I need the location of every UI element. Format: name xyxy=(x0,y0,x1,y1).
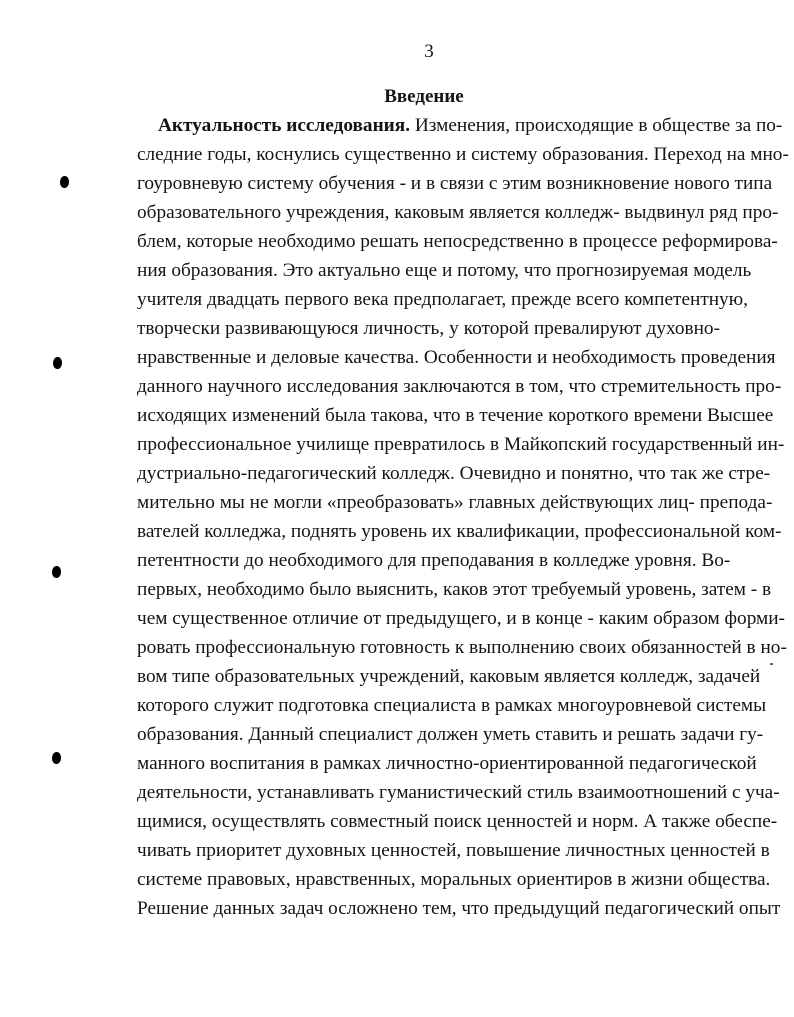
text-line: чивать приоритет духовных ценностей, повышение личностных ценностей в xyxy=(137,840,770,861)
body-text xyxy=(137,111,789,923)
text-line: ния образования. Это актуально еще и потому, что прогнозируемая модель xyxy=(137,260,752,281)
text-line: данного научного исследования заключаются в том, что стремительность про- xyxy=(137,376,782,397)
page-number: 3 xyxy=(424,41,434,62)
text-line: мительно мы не могли «преобразовать» главных действующих лиц- препода- xyxy=(137,492,773,513)
text-line: исходящих изменений была такова, что в течение короткого времени Высшее xyxy=(137,405,774,426)
section-heading: Введение xyxy=(384,86,464,107)
text-line: манного воспитания в рамках личностно-ориентированной педагогической xyxy=(137,753,757,774)
text-line: петентности до необходимого для преподавания в колледже уровня. Во- xyxy=(137,550,731,571)
binder-hole-mark xyxy=(52,566,61,578)
text-line: дустриально-педагогический колледж. Очевидно и понятно, что так же стре- xyxy=(137,463,771,484)
text-line xyxy=(137,111,783,140)
text-line: вателей колледжа, поднять уровень их квалификации, профессиональной ком- xyxy=(137,521,782,542)
text-line: первых, необходимо было выяснить, каков этот требуемый уровень, затем - в xyxy=(137,579,772,600)
text-line: деятельности, устанавливать гуманистический стиль взаимоотношений с уча- xyxy=(137,782,780,803)
text-line: следние годы, коснулись существенно и систему образования. Переход на мно- xyxy=(137,144,789,165)
text-line: чем существенное отличие от предыдущего, и в конце - каким образом форми- xyxy=(137,608,785,629)
binder-hole-mark xyxy=(60,176,69,188)
binder-hole-mark xyxy=(53,357,62,369)
text-line: Решение данных задач осложнено тем, что предыдущий педагогический опыт xyxy=(137,898,781,919)
text-line: ровать профессиональную готовность к выполнению своих обязанностей в но- xyxy=(137,637,787,658)
binder-hole-mark xyxy=(52,752,61,764)
text-line: творчески развивающуюся личность, у которой превалируют духовно- xyxy=(137,318,720,339)
first-line-text: Изменения, происходящие в обществе за по- xyxy=(414,115,783,136)
text-line: учителя двадцать первого века предполагает, прежде всего компетентную, xyxy=(137,289,748,310)
text-line: системе правовых, нравственных, моральных ориентиров в жизни общества. xyxy=(137,869,771,890)
text-line: щимися, осуществлять совместный поиск ценностей и норм. А также обеспе- xyxy=(137,811,778,832)
text-line: образования. Данный специалист должен уметь ставить и решать задачи гу- xyxy=(137,724,764,745)
text-line: профессиональное училище превратилось в Майкопский государственный ин- xyxy=(137,434,785,455)
text-line: блем, которые необходимо решать непосредственно в процессе реформирова- xyxy=(137,231,778,252)
text-line: образовательного учреждения, каковым является колледж- выдвинул ряд про- xyxy=(137,202,779,223)
text-line: гоуровневую систему обучения - и в связи с этим возникновение нового типа xyxy=(137,173,773,194)
scan-speck xyxy=(770,663,773,665)
text-line: вом типе образовательных учреждений, каковым является колледж, задачей xyxy=(137,666,761,687)
text-line: нравственные и деловые качества. Особенности и необходимость проведения xyxy=(137,347,776,368)
text-line: которого служит подготовка специалиста в рамках многоуровневой системы xyxy=(137,695,767,716)
lead-in-phrase: Актуальность исследования. xyxy=(158,115,411,136)
